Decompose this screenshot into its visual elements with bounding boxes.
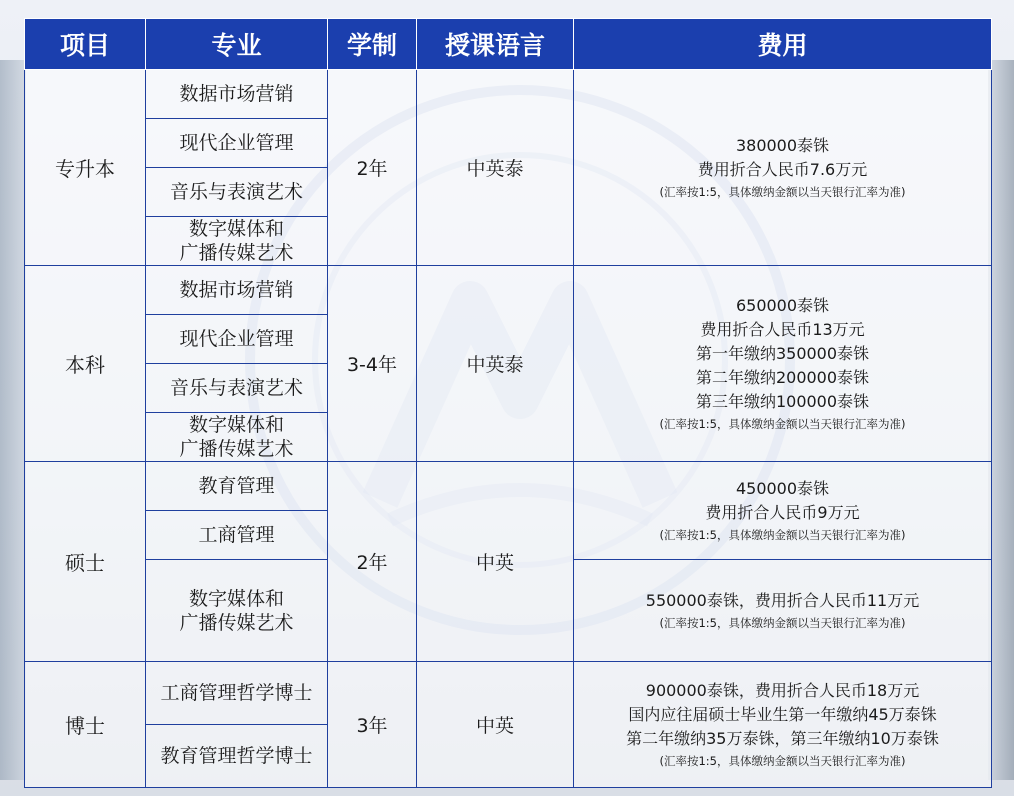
language-cell: 中英泰	[417, 266, 574, 462]
major-cell: 数据市场营销	[146, 70, 328, 119]
language-cell: 中英	[417, 462, 574, 662]
background-photo-left	[0, 60, 26, 780]
program-cell: 专升本	[25, 70, 146, 266]
major-cell: 教育管理哲学博士	[146, 725, 328, 788]
fee-line: 650000泰铢	[735, 295, 830, 315]
header-program: 项目	[25, 19, 146, 70]
table-row	[25, 70, 992, 119]
major-cell: 教育管理	[146, 462, 328, 511]
major-cell: 数字媒体和 广播传媒艺术	[146, 560, 328, 662]
duration-cell: 2年	[328, 70, 417, 266]
program-cell: 本科	[25, 266, 146, 462]
fee-note: (汇率按1:5，具体缴纳金额以当天银行汇率为准)	[659, 527, 906, 542]
fee-cell	[574, 662, 992, 788]
language-cell: 中英	[417, 662, 574, 788]
fee-line: 550000泰铢，费用折合人民币11万元	[645, 590, 920, 610]
major-cell: 音乐与表演艺术	[146, 364, 328, 413]
fee-line: 费用折合人民币7.6万元	[697, 159, 868, 179]
fee-line: 费用折合人民币13万元	[700, 319, 865, 339]
fee-cell	[574, 462, 992, 560]
duration-cell: 2年	[328, 462, 417, 662]
fee-note: (汇率按1:5，具体缴纳金额以当天银行汇率为准)	[659, 615, 906, 630]
fee-line: 380000泰铢	[735, 135, 830, 155]
program-cell: 博士	[25, 662, 146, 788]
language-cell: 中英泰	[417, 70, 574, 266]
major-cell: 现代企业管理	[146, 119, 328, 168]
fee-cell	[574, 266, 992, 462]
major-cell: 工商管理	[146, 511, 328, 560]
major-cell: 工商管理哲学博士	[146, 662, 328, 725]
fee-line: 国内应往届硕士毕业生第一年缴纳45万泰铢	[628, 704, 937, 724]
major-cell: 现代企业管理	[146, 315, 328, 364]
fee-note: (汇率按1:5，具体缴纳金额以当天银行汇率为准)	[659, 184, 906, 199]
table-row	[25, 462, 992, 511]
program-cell: 硕士	[25, 462, 146, 662]
fee-line: 第二年缴纳35万泰铢，第三年缴纳10万泰铢	[626, 728, 939, 748]
major-cell: 数据市场营销	[146, 266, 328, 315]
table-header-row	[25, 19, 992, 70]
fee-cell	[574, 560, 992, 662]
fee-line: 900000泰铢，费用折合人民币18万元	[645, 680, 920, 700]
fee-line: 第二年缴纳200000泰铢	[695, 367, 870, 387]
fee-line: 第一年缴纳350000泰铢	[695, 343, 870, 363]
fee-cell	[574, 70, 992, 266]
header-fee: 费用	[574, 19, 992, 70]
major-cell: 数字媒体和 广播传媒艺术	[146, 217, 328, 266]
duration-cell: 3年	[328, 662, 417, 788]
fee-note: (汇率按1:5，具体缴纳金额以当天银行汇率为准)	[659, 416, 906, 431]
header-language: 授课语言	[417, 19, 574, 70]
fee-line: 第三年缴纳100000泰铢	[695, 391, 870, 411]
fee-note: (汇率按1:5，具体缴纳金额以当天银行汇率为准)	[659, 753, 906, 768]
program-fee-table	[24, 18, 992, 788]
major-cell: 数字媒体和 广播传媒艺术	[146, 413, 328, 462]
table-row	[25, 662, 992, 725]
header-major: 专业	[146, 19, 328, 70]
fee-line: 费用折合人民币9万元	[705, 502, 860, 522]
table-row	[25, 266, 992, 315]
major-cell: 音乐与表演艺术	[146, 168, 328, 217]
fee-line: 450000泰铢	[735, 478, 830, 498]
header-duration: 学制	[328, 19, 417, 70]
duration-cell: 3-4年	[328, 266, 417, 462]
